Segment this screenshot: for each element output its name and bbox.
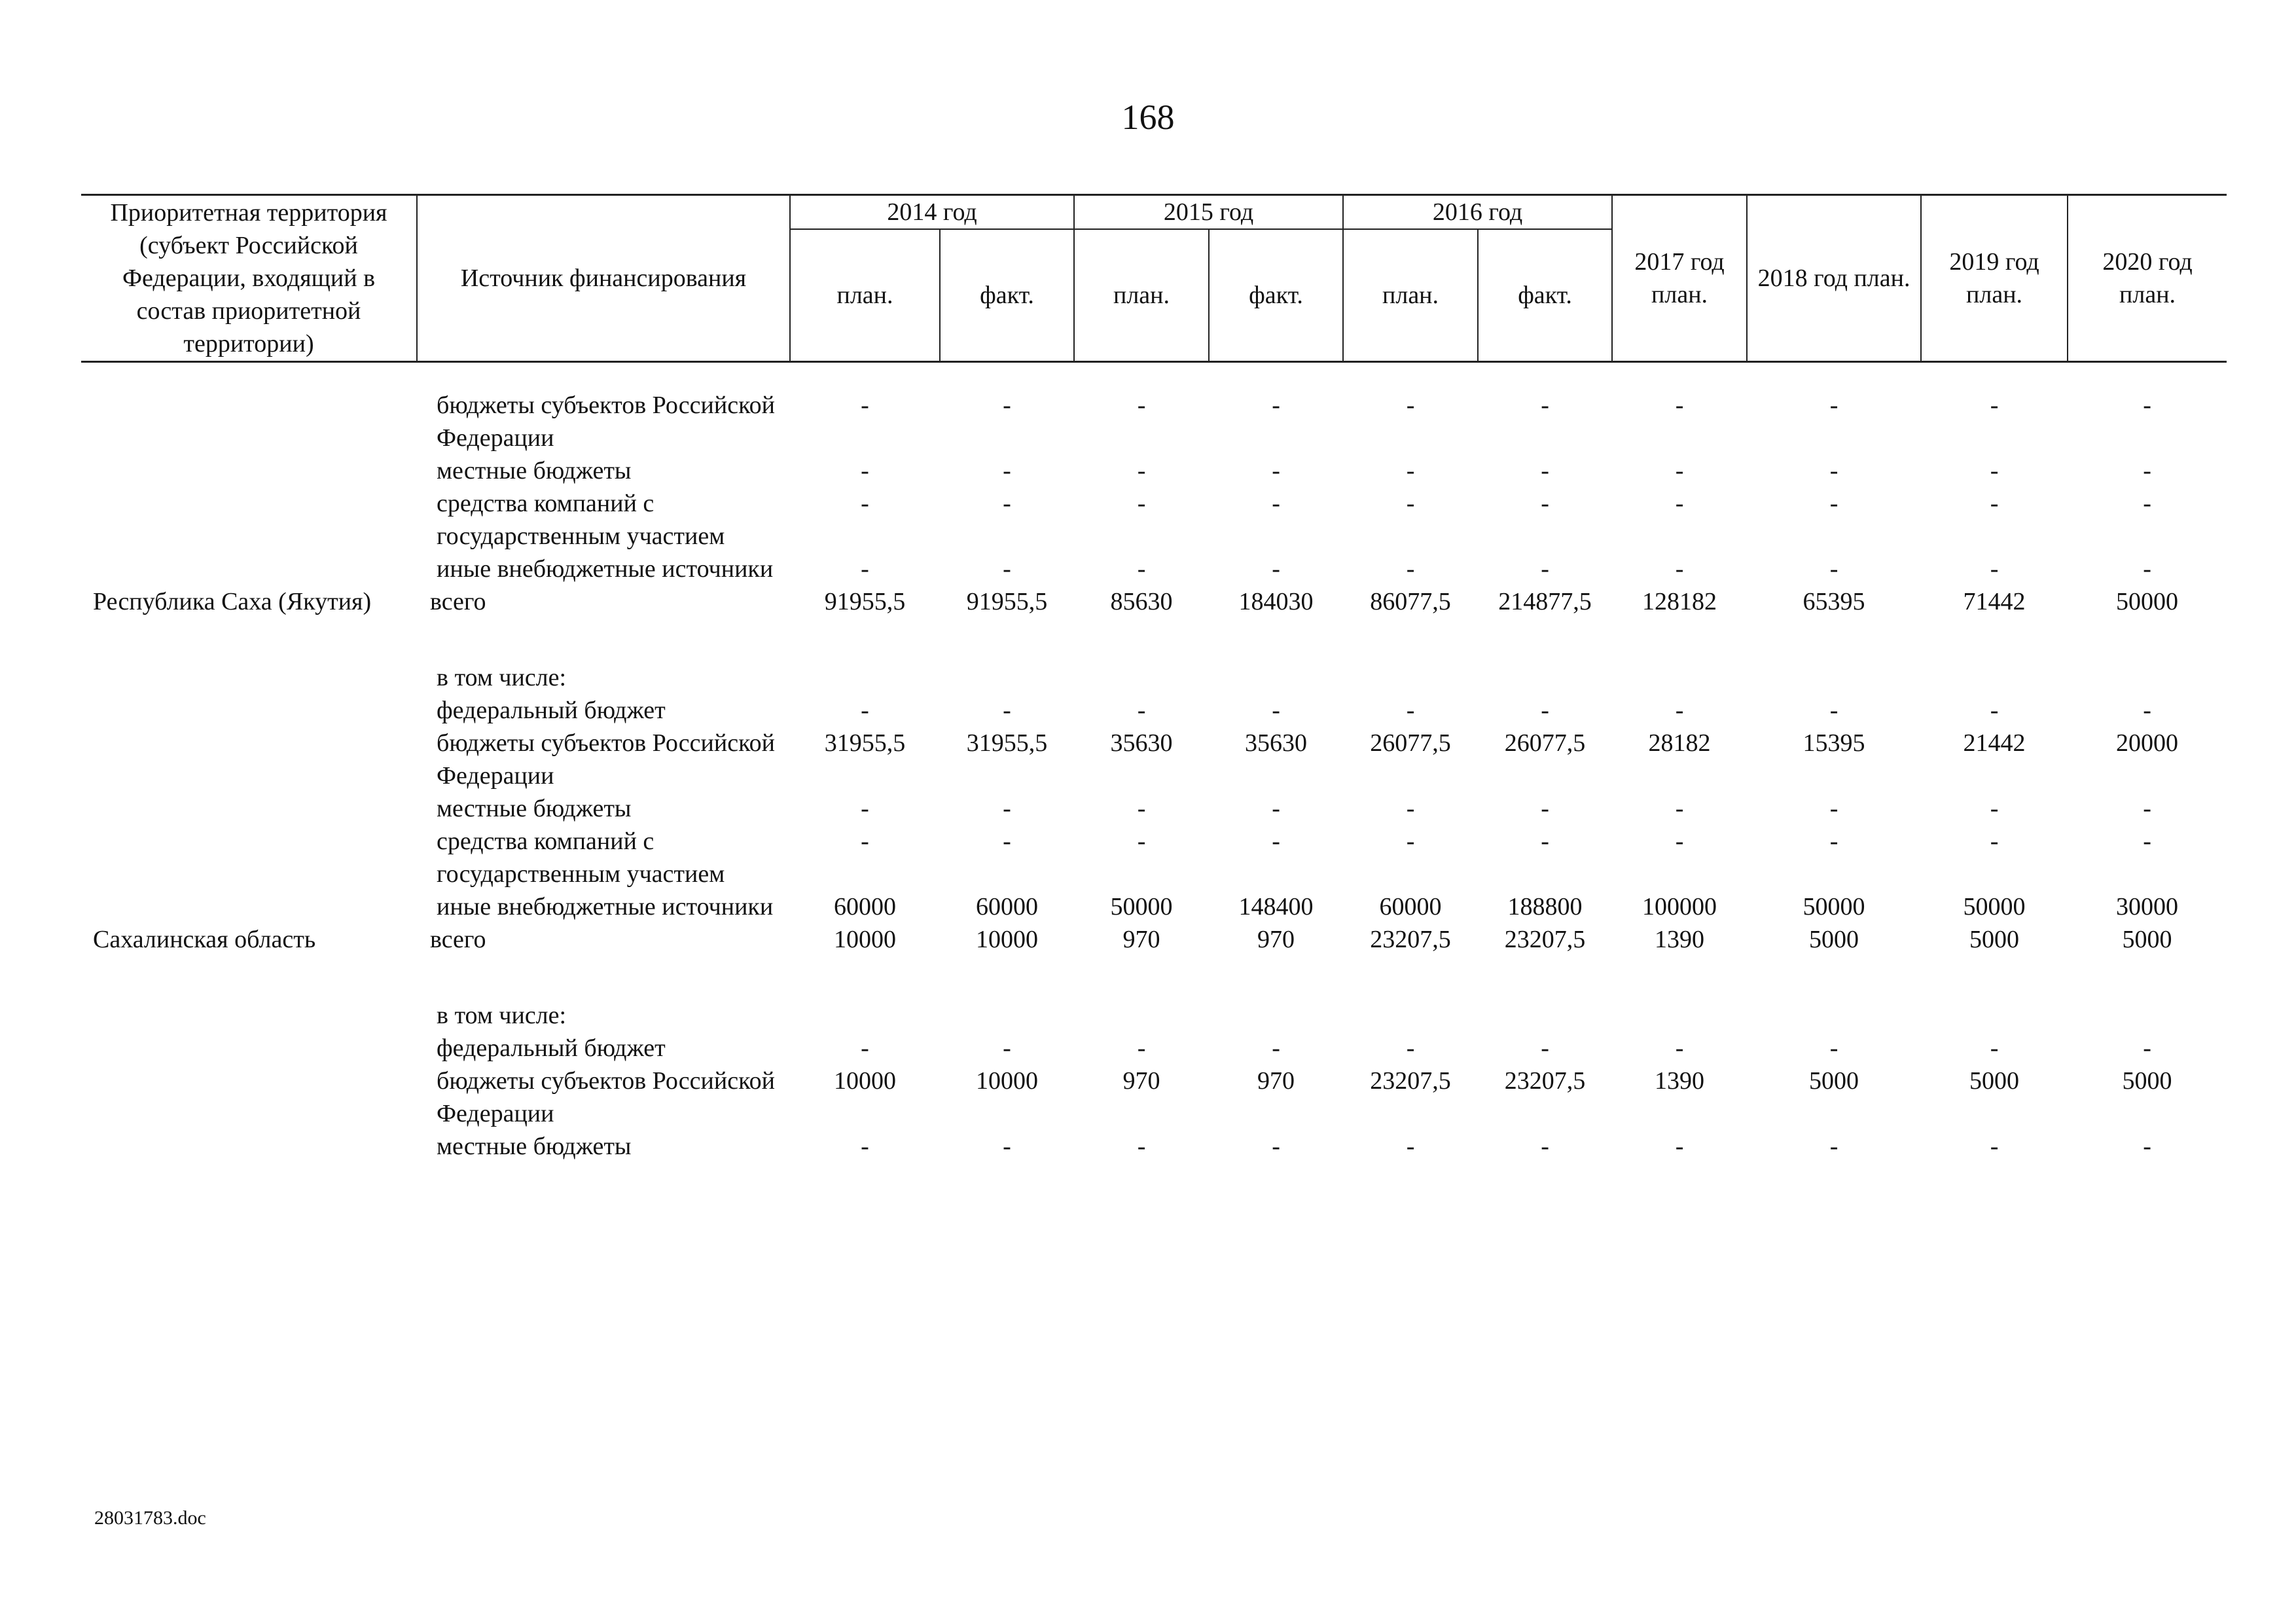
source-cell: местные бюджеты: [437, 795, 632, 822]
value-cell: -: [2143, 457, 2151, 484]
value-cell: 26077,5: [1504, 729, 1586, 757]
territory-cell: [81, 389, 417, 454]
territory-cell: [81, 1130, 417, 1163]
header-source: Источник финансирования: [417, 195, 790, 362]
value-cell: -: [1272, 490, 1280, 517]
value-cell: [1612, 999, 1747, 1032]
value-cell: 23207,5: [1370, 926, 1451, 953]
value-cell: 5000: [2122, 926, 2172, 953]
table-row: [81, 890, 2227, 923]
value-cell: -: [1272, 1133, 1280, 1160]
value-cell: -: [1829, 1133, 1839, 1160]
value-cell: 50000: [1110, 893, 1173, 921]
value-cell: 91955,5: [966, 588, 1048, 615]
value-cell: -: [2143, 1034, 2151, 1062]
source-cell: бюджеты субъектов Российской Федерации: [437, 392, 775, 452]
source-cell: всего: [430, 926, 486, 953]
value-cell: -: [1541, 697, 1549, 724]
value-cell: -: [1272, 795, 1280, 822]
header-2017-plan: 2017 год план.: [1612, 195, 1747, 362]
value-cell: 30000: [2116, 893, 2179, 921]
value-cell: -: [1406, 457, 1415, 484]
value-cell: -: [1003, 490, 1011, 517]
value-cell: 1390: [1655, 1067, 1705, 1095]
value-cell: -: [1406, 490, 1415, 517]
value-cell: 148400: [1238, 893, 1314, 921]
source-cell: иные внебюджетные источники: [437, 893, 774, 921]
value-cell: [2068, 661, 2227, 694]
header-year-2014: 2014 год: [790, 195, 1074, 230]
value-cell: 31955,5: [966, 729, 1048, 757]
header-territory: Приоритетная территория (субъект Российской Федерации, входящий в состав приоритетной территории): [81, 195, 417, 362]
value-cell: -: [1406, 1034, 1415, 1062]
value-cell: -: [1003, 697, 1011, 724]
value-cell: [1612, 661, 1747, 694]
value-cell: 10000: [834, 926, 896, 953]
value-cell: 5000: [1969, 1067, 2020, 1095]
value-cell: -: [861, 1034, 869, 1062]
value-cell: 60000: [976, 893, 1038, 921]
value-cell: -: [2143, 1133, 2151, 1160]
header-2016-plan: план.: [1343, 229, 1478, 362]
value-cell: -: [1003, 1133, 1011, 1160]
value-cell: [1074, 999, 1209, 1032]
value-cell: 100000: [1642, 893, 1717, 921]
value-cell: -: [1137, 795, 1146, 822]
value-cell: 50000: [1803, 893, 1865, 921]
value-cell: -: [861, 828, 869, 855]
value-cell: -: [1541, 828, 1549, 855]
value-cell: -: [1990, 392, 1999, 419]
value-cell: -: [1990, 1133, 1999, 1160]
value-cell: [1747, 661, 1921, 694]
financing-table-container: [81, 194, 2227, 1163]
territory-cell: [81, 454, 417, 487]
value-cell: -: [861, 457, 869, 484]
value-cell: -: [1272, 555, 1280, 583]
value-cell: [940, 661, 1074, 694]
territory-cell: [81, 1065, 417, 1130]
value-cell: 35630: [1245, 729, 1308, 757]
table-row: [81, 454, 2227, 487]
value-cell: -: [1137, 828, 1146, 855]
source-cell: бюджеты субъектов Российской Федерации: [437, 1067, 775, 1127]
value-cell: 23207,5: [1370, 1067, 1451, 1095]
header-year-2015: 2015 год: [1074, 195, 1343, 230]
table-row: [81, 585, 2227, 661]
value-cell: 65395: [1803, 588, 1865, 615]
value-cell: -: [1272, 697, 1280, 724]
value-cell: 5000: [1969, 926, 2020, 953]
value-cell: [1343, 999, 1478, 1032]
value-cell: 214877,5: [1498, 588, 1592, 615]
source-cell: в том числе:: [437, 1002, 567, 1029]
table-row: [81, 792, 2227, 825]
table-header: [81, 195, 2227, 362]
value-cell: -: [1541, 457, 1549, 484]
table-row: [81, 1065, 2227, 1130]
value-cell: 970: [1257, 1067, 1295, 1095]
value-cell: -: [1675, 392, 1684, 419]
value-cell: 86077,5: [1370, 588, 1451, 615]
value-cell: -: [1675, 1133, 1684, 1160]
value-cell: -: [1272, 1034, 1280, 1062]
value-cell: [1209, 999, 1343, 1032]
value-cell: -: [1829, 795, 1839, 822]
value-cell: -: [1829, 828, 1839, 855]
territory-cell: Республика Саха (Якутия): [93, 588, 372, 615]
footer-doc-id: 28031783.doc: [94, 1507, 206, 1529]
value-cell: -: [1675, 697, 1684, 724]
source-cell: местные бюджеты: [437, 457, 632, 484]
value-cell: 1390: [1655, 926, 1705, 953]
value-cell: -: [861, 697, 869, 724]
value-cell: [1921, 999, 2068, 1032]
territory-cell: [81, 661, 417, 694]
source-cell: средства компаний с государственным участием: [437, 828, 725, 888]
value-cell: -: [2143, 490, 2151, 517]
territory-cell: [81, 825, 417, 890]
source-cell: федеральный бюджет: [437, 697, 666, 724]
value-cell: 970: [1257, 926, 1295, 953]
value-cell: 26077,5: [1370, 729, 1451, 757]
value-cell: -: [1406, 828, 1415, 855]
source-cell: в том числе:: [437, 664, 567, 691]
value-cell: [790, 999, 940, 1032]
value-cell: 21442: [1963, 729, 2026, 757]
value-cell: -: [1990, 795, 1999, 822]
value-cell: [2068, 999, 2227, 1032]
value-cell: -: [2143, 697, 2151, 724]
value-cell: [790, 661, 940, 694]
value-cell: -: [1675, 490, 1684, 517]
page-number: 168: [1121, 98, 1175, 137]
value-cell: -: [2143, 555, 2151, 583]
header-year-2016: 2016 год: [1343, 195, 1612, 230]
header-2016-fact: факт.: [1478, 229, 1612, 362]
value-cell: -: [1137, 457, 1146, 484]
value-cell: [1478, 999, 1612, 1032]
value-cell: -: [1406, 1133, 1415, 1160]
value-cell: 71442: [1963, 588, 2026, 615]
value-cell: -: [1541, 795, 1549, 822]
table-row: [81, 487, 2227, 553]
financing-table: [81, 194, 2227, 1163]
value-cell: 188800: [1507, 893, 1583, 921]
territory-cell: [81, 1032, 417, 1065]
territory-cell: [81, 694, 417, 727]
value-cell: 60000: [834, 893, 896, 921]
header-2015-plan: план.: [1074, 229, 1209, 362]
table-row: [81, 694, 2227, 727]
table-row: [81, 389, 2227, 454]
value-cell: -: [1003, 392, 1011, 419]
value-cell: -: [1406, 795, 1415, 822]
value-cell: -: [861, 1133, 869, 1160]
header-2014-fact: факт.: [940, 229, 1074, 362]
value-cell: -: [861, 490, 869, 517]
value-cell: 5000: [2122, 1067, 2172, 1095]
value-cell: 10000: [976, 926, 1038, 953]
value-cell: -: [1003, 457, 1011, 484]
value-cell: -: [1137, 392, 1146, 419]
value-cell: -: [1990, 697, 1999, 724]
value-cell: -: [1990, 555, 1999, 583]
value-cell: 23207,5: [1504, 926, 1586, 953]
value-cell: -: [2143, 392, 2151, 419]
value-cell: -: [1003, 828, 1011, 855]
table-body: [81, 362, 2227, 1163]
value-cell: -: [1541, 392, 1549, 419]
value-cell: -: [1990, 828, 1999, 855]
value-cell: 184030: [1238, 588, 1314, 615]
value-cell: -: [1675, 828, 1684, 855]
header-2014-plan: план.: [790, 229, 940, 362]
value-cell: -: [1829, 457, 1839, 484]
value-cell: [940, 999, 1074, 1032]
value-cell: 970: [1122, 926, 1160, 953]
value-cell: -: [1272, 828, 1280, 855]
value-cell: -: [1541, 555, 1549, 583]
value-cell: 970: [1122, 1067, 1160, 1095]
table-row: [81, 1130, 2227, 1163]
table-row: [81, 661, 2227, 694]
territory-cell: [81, 999, 417, 1032]
value-cell: -: [1990, 1034, 1999, 1062]
value-cell: -: [1675, 795, 1684, 822]
header-2019-plan: 2019 год план.: [1921, 195, 2068, 362]
table-row: [81, 553, 2227, 585]
source-cell: иные внебюджетные источники: [437, 555, 774, 583]
value-cell: -: [1829, 392, 1839, 419]
source-cell: бюджеты субъектов Российской Федерации: [437, 729, 775, 790]
table-row: [81, 825, 2227, 890]
value-cell: 85630: [1110, 588, 1173, 615]
value-cell: -: [1406, 392, 1415, 419]
table-row: [81, 999, 2227, 1032]
value-cell: 20000: [2116, 729, 2179, 757]
value-cell: [1921, 661, 2068, 694]
header-2015-fact: факт.: [1209, 229, 1343, 362]
value-cell: -: [1675, 1034, 1684, 1062]
territory-cell: [81, 553, 417, 585]
territory-cell: [81, 890, 417, 923]
source-cell: всего: [430, 588, 486, 615]
table-row: [81, 727, 2227, 792]
value-cell: -: [1137, 555, 1146, 583]
value-cell: 5000: [1809, 1067, 1859, 1095]
value-cell: -: [1541, 1133, 1549, 1160]
value-cell: 5000: [1809, 926, 1859, 953]
value-cell: -: [1675, 457, 1684, 484]
value-cell: -: [861, 392, 869, 419]
value-cell: -: [2143, 795, 2151, 822]
value-cell: 23207,5: [1504, 1067, 1586, 1095]
value-cell: -: [1137, 1034, 1146, 1062]
value-cell: [1747, 999, 1921, 1032]
value-cell: -: [1003, 795, 1011, 822]
value-cell: [1209, 661, 1343, 694]
value-cell: [1074, 661, 1209, 694]
value-cell: -: [1406, 555, 1415, 583]
territory-cell: Сахалинская область: [93, 926, 316, 953]
value-cell: 50000: [1963, 893, 2026, 921]
value-cell: -: [861, 795, 869, 822]
value-cell: -: [861, 555, 869, 583]
value-cell: -: [1003, 1034, 1011, 1062]
source-cell: средства компаний с государственным участием: [437, 490, 725, 550]
value-cell: -: [1990, 490, 1999, 517]
value-cell: 15395: [1803, 729, 1865, 757]
value-cell: 60000: [1379, 893, 1442, 921]
table-row: [81, 923, 2227, 999]
value-cell: 91955,5: [824, 588, 906, 615]
territory-cell: [81, 727, 417, 792]
value-cell: -: [1272, 392, 1280, 419]
value-cell: 35630: [1110, 729, 1173, 757]
value-cell: 28182: [1648, 729, 1711, 757]
value-cell: -: [1990, 457, 1999, 484]
value-cell: 50000: [2116, 588, 2179, 615]
value-cell: -: [1541, 1034, 1549, 1062]
value-cell: -: [1829, 555, 1839, 583]
table-row: [81, 1032, 2227, 1065]
value-cell: -: [1829, 490, 1839, 517]
value-cell: -: [1829, 697, 1839, 724]
value-cell: -: [1406, 697, 1415, 724]
value-cell: -: [2143, 828, 2151, 855]
header-2020-plan: 2020 год план.: [2068, 195, 2227, 362]
value-cell: -: [1137, 1133, 1146, 1160]
header-2018-plan: 2018 год план.: [1747, 195, 1921, 362]
value-cell: [1478, 661, 1612, 694]
value-cell: -: [1541, 490, 1549, 517]
value-cell: -: [1137, 697, 1146, 724]
value-cell: 31955,5: [824, 729, 906, 757]
value-cell: 128182: [1642, 588, 1717, 615]
value-cell: -: [1003, 555, 1011, 583]
territory-cell: [81, 487, 417, 553]
value-cell: 10000: [834, 1067, 896, 1095]
value-cell: -: [1829, 1034, 1839, 1062]
value-cell: -: [1272, 457, 1280, 484]
value-cell: [1343, 661, 1478, 694]
source-cell: федеральный бюджет: [437, 1034, 666, 1062]
territory-cell: [81, 792, 417, 825]
value-cell: -: [1137, 490, 1146, 517]
value-cell: -: [1675, 555, 1684, 583]
source-cell: местные бюджеты: [437, 1133, 632, 1160]
value-cell: 10000: [976, 1067, 1038, 1095]
